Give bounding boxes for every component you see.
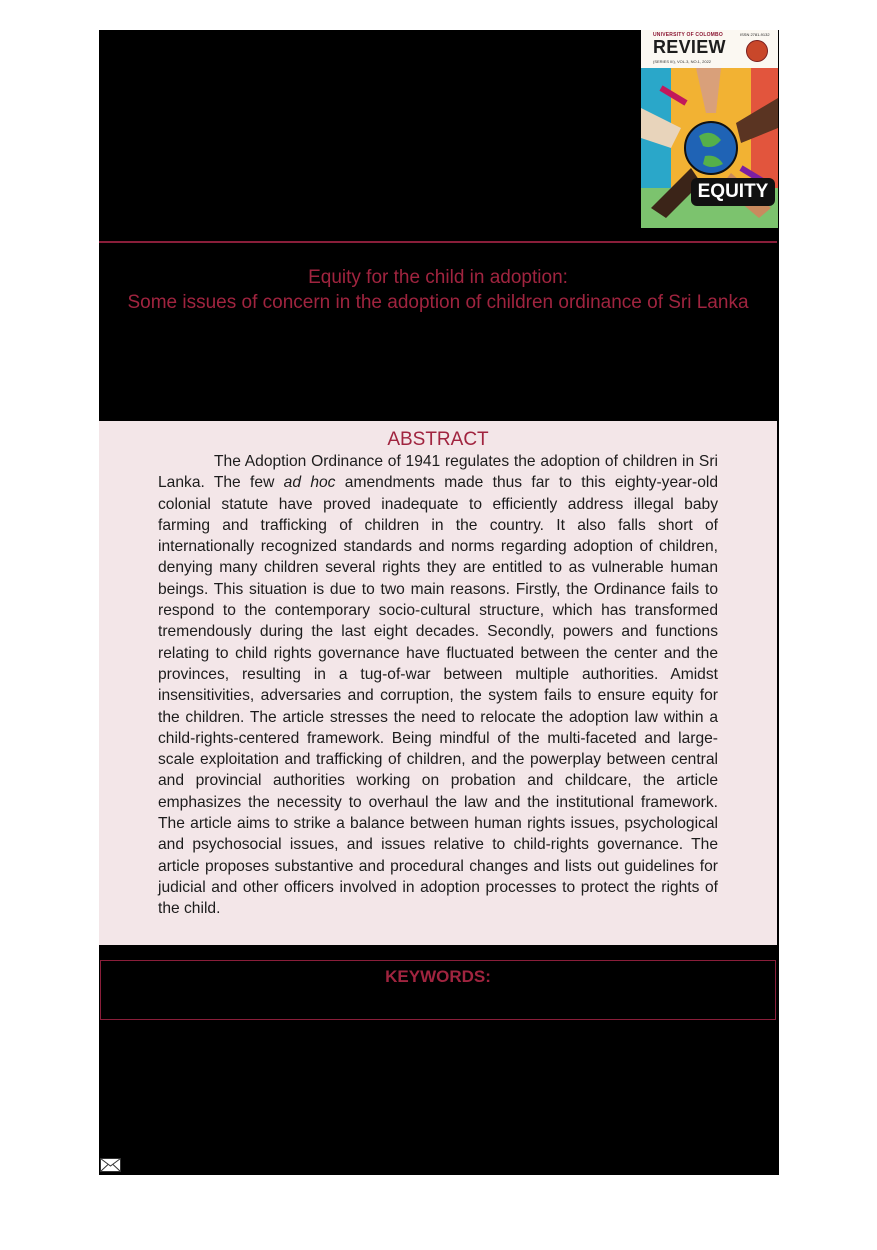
header-divider [99,241,777,243]
cover-header [641,30,778,68]
abstract-text-part2: amendments made thus far to this eighty-year-old colonial statute have proved inadequate to efficiently address illegal baby farming and trafficking of children in the country. It also falls short of internationally recognized standards and norms regarding adoption of children, denying many children several rights they are entitled to as vulnerable human beings. This situation is due to two main reasons. Firstly, the Ordinance fails to respond to the contemporary socio-cultural structure, which has transformed tremendously during the last eight decades. Secondly, powers and functions relating to child rights governance have fluctuated between the center and the provinces, resulting in a tug-of-war between multiple authorities. Amidst insensitivities, adversaries and corruption, the system fails to ensure equity for the children. The article stresses the need to relocate the adoption law within a child-rights-centered framework. Being mindful of the multi-faceted and large-scale exploitation and trafficking of children, and the powerplay between central and provincial authorities working on probation and childcare, the article emphasizes the necessity to overhaul the law and the institutional framework. The article aims to strike a balance between human rights issues, psychological and psychosocial issues, and issues relative to child-rights governance. The article proposes substantive and procedural changes and lists out guidelines for judicial and other officers involved in adoption processes to protect the rights of the child. [158,474,719,918]
journal-cover-image [641,30,778,228]
abstract-body [158,451,718,920]
envelope-icon [100,1158,121,1172]
abstract-text-part1: The Adoption Ordinance of 1941 regulates the adoption of children in Sri Lanka. The few [158,453,718,492]
title-line-1: Equity for the child in adoption: [308,267,568,288]
cover-theme-badge: EQUITY [691,178,775,206]
article-title [99,265,777,315]
cover-journal-name: REVIEW [653,37,726,57]
cover-university: UNIVERSITY OF COLOMBO [653,32,723,38]
keywords-box [100,960,776,1020]
keywords-heading: KEYWORDS: [385,967,491,986]
cover-issn: ISSN 2781-9132 [740,32,770,37]
abstract-heading: ABSTRACT [387,429,489,450]
cover-issue: (SERIES III), VOL.3, NO.1, 2022 [653,59,712,64]
abstract-box [99,421,777,945]
abstract-paragraph [158,451,718,920]
university-crest-icon [746,40,768,62]
title-line-2: Some issues of concern in the adoption of children ordinance of Sri Lanka [127,292,749,313]
abstract-italic-term: ad hoc [283,474,336,492]
